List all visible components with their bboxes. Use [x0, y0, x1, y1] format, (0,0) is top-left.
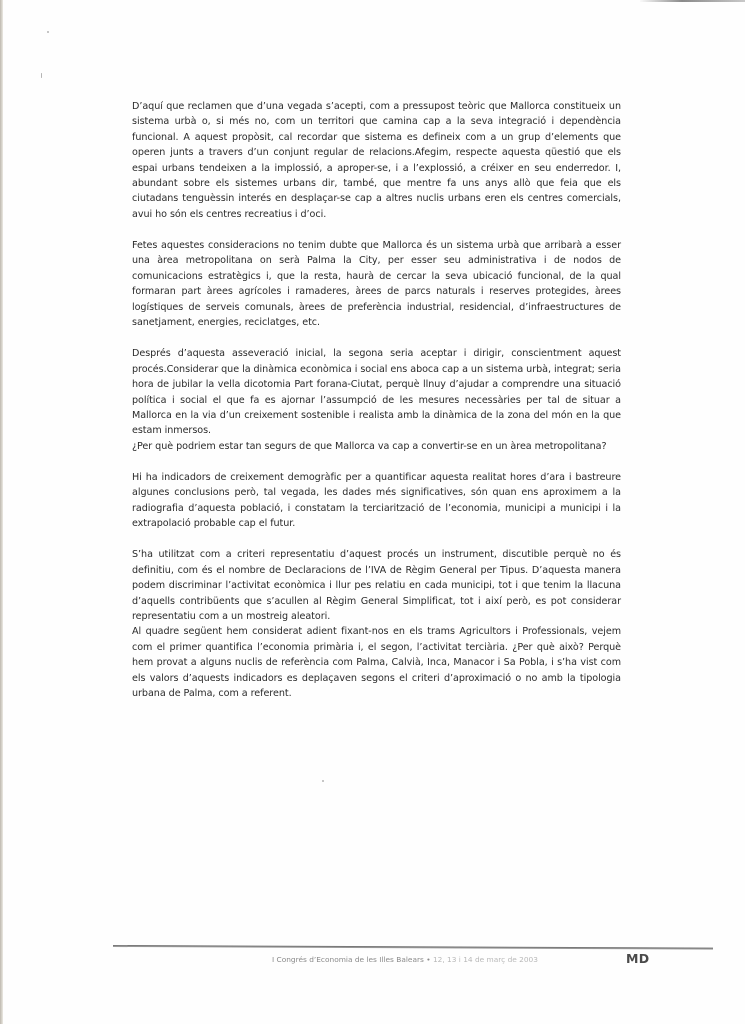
paragraph-question: ¿Per què podriem estar tan segurs de que Mallorca va cap a convertir-se en un àrea metropolitana?	[132, 440, 607, 452]
footer-separator: •	[423, 955, 433, 964]
footer-conference-name: I Congrés d’Economia de les Illes Balears	[272, 955, 424, 964]
scan-speck	[322, 780, 324, 782]
footer-divider	[113, 945, 713, 950]
footer-conference-line	[272, 955, 538, 964]
scan-edge-left	[0, 0, 3, 1024]
scan-speck	[47, 31, 49, 33]
scan-speck	[41, 73, 42, 78]
paragraph-urban-system: D’aquí que reclamen que d’una vegada s’acepti, com a pressupost teòric que Mallorca constitueix un sistema urbà o, si més no, com un territori que camina cap a la seva integració i dependència funcional. A aquest propòsit, cal recordar que sistema es defineix com a un grup d’elements que operen junts a travers d’un conjunt regular de relacions.Afegim, respecte aquesta qüestió que els espai urbans tendeixen a la implossió, a aproper-se, i a l’explossió, a créixer en seu enderredor. I, abundant sobre els sistemes urbans dir, també, que mentre fa uns anys allò que feia que els ciutadans tenguèssin interés en desplaçar-se cap a altres nuclis urbans eren els centres comercials, avui ho són els centres recreatius i d’oci.	[132, 101, 621, 220]
paragraph-iva-criterion: S’ha utilitzat com a criteri representatiu d’aquest procés un instrument, discutible perquè no és definitiu, com és el nombre de Declaracions de l’IVA de Règim General per Tipus. D’aquesta manera podem discriminar l’activitat econòmica i llur pes relatiu en cada municipi, tot i que tenim la llacuna d’aquells contribüents que s’acullen al Règim General Simplificat, tot i així però, es pot considerar representatiu com a un mostreig aleatori.	[132, 549, 621, 622]
footer-dates: 12, 13 i 14 de març de 2003	[432, 955, 538, 964]
paragraph-table-intro: Al quadre següent hem considerat adient fixant-nos en els trams Agricultors i Professionals, vejem com el primer quantifica l’economia primària i, el segon, l’activitat terciària. ¿Per què això? Perquè hem provat a alguns nuclis de referència com Palma, Calvià, Inca, Manacor i Sa Pobla, i s’ha vist com els valors d’aquests indicadors es deplaçaven segons el criteri d’aproximació o no amb la tipologia urbana de Palma, com a referent.	[132, 626, 621, 699]
document-body	[132, 99, 621, 717]
footer-logo-mark: MD	[626, 951, 650, 966]
paragraph-metropolitan-area: Fetes aquestes consideracions no tenim dubte que Mallorca és un sistema urbà que arribarà a esser una àrea metropolitana on serà Palma la City, per esser seu administrativa i de nodos de comunicacions estratègics i, que la resta, haurà de cercar la seva ubicació funcional, de la qual formaran part àrees agrícoles i ramaderes, àrees de parcs naturals i reserves protegides, àrees logístiques de serveis comunals, àrees de preferència industrial, residencial, d’infraestructures de sanetjament, energies, reciclatges, etc.	[132, 240, 621, 329]
paragraph-process: Després d’aquesta asseveració inicial, la segona seria aceptar i dirigir, conscientment aquest procés.Considerar que la dinàmica econòmica i social ens aboca cap a un sistema urbà, integrat; seria hora de jubilar la vella dicotomia Part forana-Ciutat, perquè llnuy d’ajudar a comprendre una situació política i social el que fa es ajornar l’assumpció de les mesures necessàries per tal de situar a Mallorca en la via d’un creixement sostenible i realista amb la dinàmica de la zona del món en la que estam inmersos.	[132, 348, 621, 437]
scan-edge-top	[640, 0, 745, 2]
paragraph-indicators: Hi ha indicadors de creixement demogràfic per a quantificar aquesta realitat hores d’ara i bastreure algunes conclusions però, tal vegada, les dades més significatives, són quan ens aproximem a la radiografia d’aquesta població, i constatam la terciarització de l’economia, municipi a municipi i la extrapolació probable cap el futur.	[132, 471, 621, 530]
